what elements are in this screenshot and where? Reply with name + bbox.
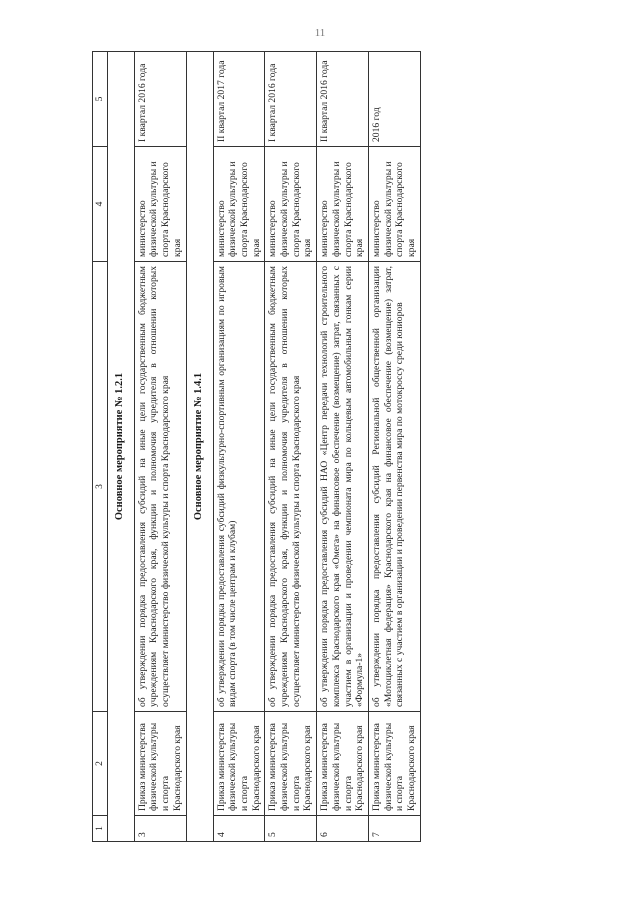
table-row — [368, 52, 420, 842]
row-executor: министерство физической культуры и спорта Краснодарского края — [368, 147, 420, 262]
table-row — [134, 52, 186, 842]
row-number: 3 — [134, 816, 186, 842]
row-executor: министерство физической культуры и спорта Краснодарского края — [213, 147, 265, 262]
rotated-table-container — [92, 52, 557, 842]
row-number: 5 — [265, 816, 317, 842]
row-term: II квартал 2017 года — [213, 52, 265, 147]
header-row — [93, 52, 108, 842]
row-number: 7 — [368, 816, 420, 842]
row-subject: об утверждении порядка предоставления субсидий НАО «Центр передачи технологий строительного комплекса Краснодарского края «Омега» на финансовое обеспечение (возмещение) затрат, связанных с участием в организации и проведении чемпионата мира по кольцевым автомобильным гонкам серии «Формула-1» — [317, 262, 369, 712]
row-document: Приказ министерства физической культуры и спорта Краснодарского края — [317, 712, 369, 816]
row-executor: министерство физической культуры и спорта Краснодарского края — [134, 147, 186, 262]
measures-table — [92, 51, 421, 842]
header-cell-1: 1 — [93, 816, 108, 842]
row-number: 6 — [317, 816, 369, 842]
header-cell-2: 2 — [93, 712, 108, 816]
row-term: 2016 год — [368, 52, 420, 147]
page-number: 11 — [314, 27, 326, 39]
header-cell-3: 3 — [93, 262, 108, 712]
row-document: Приказ министерства физической культуры и спорта Краснодарского края — [213, 712, 265, 816]
section-row — [186, 52, 213, 842]
header-cell-4: 4 — [93, 147, 108, 262]
table-row — [265, 52, 317, 842]
row-subject: об утверждении порядка предоставления субсидий Региональной общественной организации «Мотоциклетная федерация» Краснодарского края на финансовое обеспечение (возмещение) затрат, связанных с участием в организации и проведении первенства мира по мотокроссу среди юниоров — [368, 262, 420, 712]
row-number: 4 — [213, 816, 265, 842]
row-term: I квартал 2016 года — [134, 52, 186, 147]
row-term: I квартал 2016 года — [265, 52, 317, 147]
row-document: Приказ министерства физической культуры и спорта Краснодарского края — [368, 712, 420, 816]
table-row — [317, 52, 369, 842]
row-executor: министерство физической культуры и спорта Краснодарского края — [265, 147, 317, 262]
table-row — [213, 52, 265, 842]
section-title: Основное мероприятие № 1.4.1 — [186, 52, 213, 842]
section-row — [107, 52, 134, 842]
row-document: Приказ министерства физической культуры и спорта Краснодарского края — [265, 712, 317, 816]
row-subject: об утверждении порядка предоставления субсидий на иные цели государственным бюджетным учреждениям Краснодарского края, функции и полномочия учредителя в отношении которых осуществляет министерство физической культуры и спорта Краснодарского края — [134, 262, 186, 712]
row-document: Приказ министерства физической культуры и спорта Краснодарского края — [134, 712, 186, 816]
section-title: Основное мероприятие № 1.2.1 — [107, 52, 134, 842]
row-subject: об утверждении порядка предоставления субсидий физкультурно-спортивным организациям по игровым видам спорта (в том числе центрам и клубам) — [213, 262, 265, 712]
row-subject: об утверждении порядка предоставления субсидий на иные цели государственным бюджетным учреждениям Краснодарского края, функции и полномочия учредителя в отношении которых осуществляет министерство физической культуры и спорта Краснодарского края — [265, 262, 317, 712]
header-cell-5: 5 — [93, 52, 108, 147]
row-executor: министерство физической культуры и спорта Краснодарского края — [317, 147, 369, 262]
row-term: II квартал 2016 года — [317, 52, 369, 147]
